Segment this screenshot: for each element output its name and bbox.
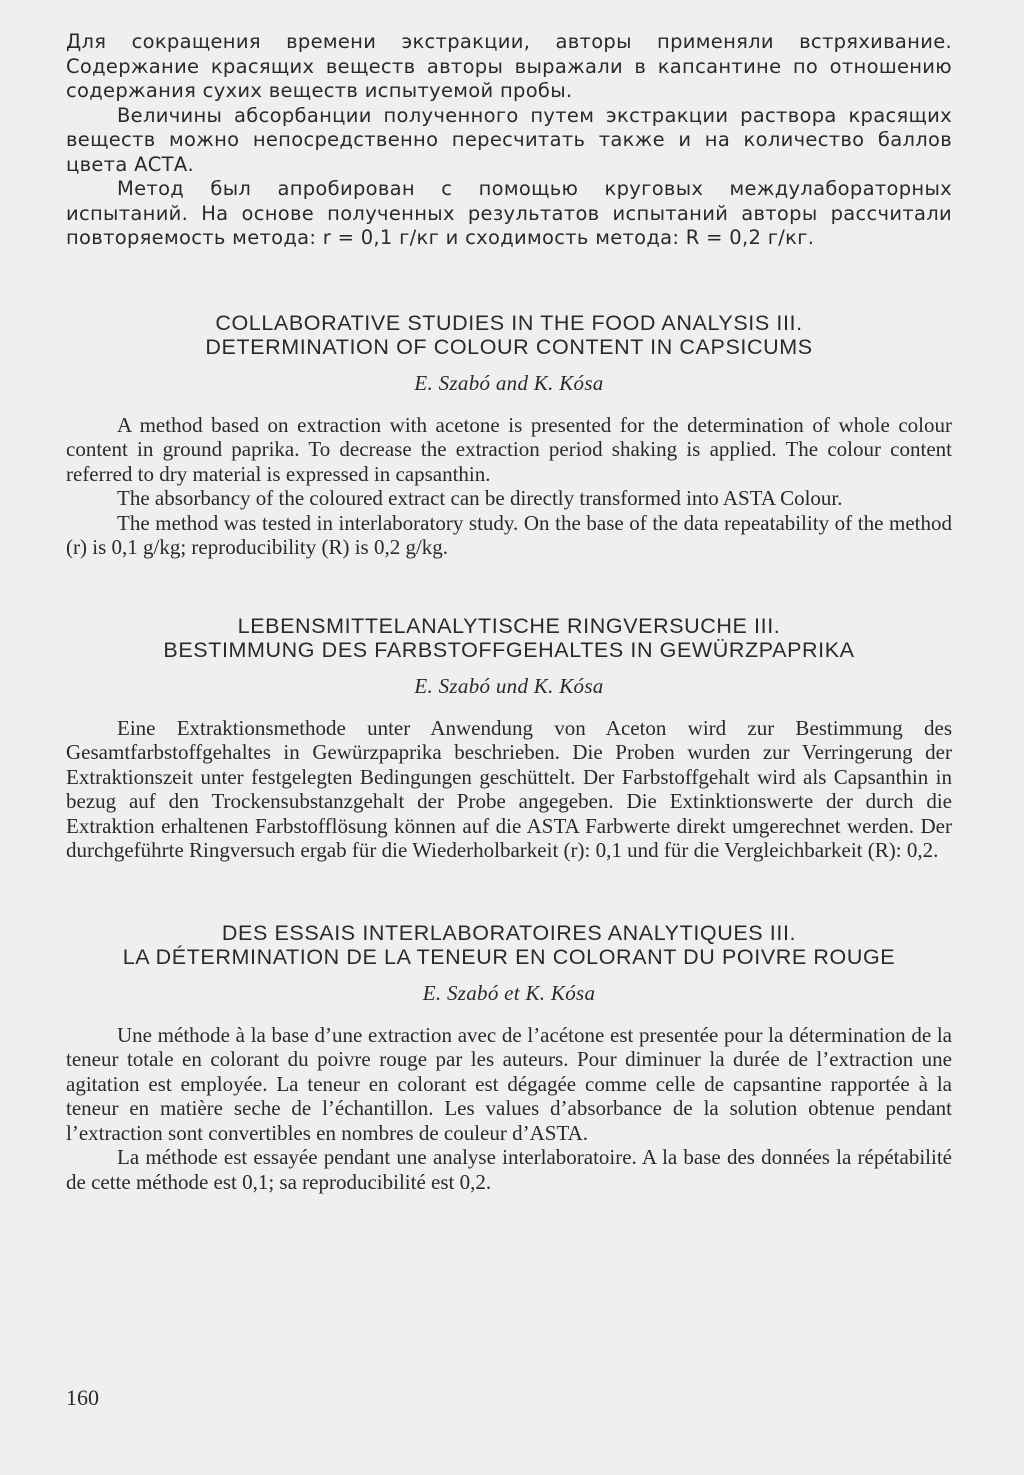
- english-paragraph-1: A method based on extraction with acetone is presented for the determination of whole colour content in ground paprika. To decrease the extraction period shaking is applied. The colour content referred to dry material is expressed in capsanthin.: [66, 412, 952, 486]
- french-body: [66, 1023, 952, 1195]
- french-authors: E. Szabó et K. Kósa: [422, 980, 596, 1005]
- french-paragraph-1: Une méthode à la base d’une extraction avec de l’acétone est presentée pour la détermination de la teneur totale en colorant du poivre rouge par les auteurs. Pour diminuer la durée de l’extraction une agitation est employée. La teneur en colorant est dégagée comme celle de capsantine rapportée à la teneur en matière seche de l’échantillon. Les values d’absorbance de la solution obtenue pendant l’extraction sont convertibles en nombres de couleur d’ASTA.: [66, 1022, 952, 1145]
- page-content: [66, 30, 952, 1194]
- english-paragraph-2: The absorbancy of the coloured extract can be directly transformed into ASTA Colour.: [117, 486, 843, 510]
- russian-paragraph-3: Метод был апробирован с помощью круговых междулабораторных испытаний. На основе полученных результатов испытаний авторы рассчитали повторяемость метода: r = 0,1 г/кг и сходимость метода: R = 0,2 г/кг.: [66, 177, 952, 249]
- english-authors: E. Szabó and K. Kósa: [414, 370, 604, 395]
- german-summary: [66, 614, 952, 863]
- russian-summary: [66, 30, 952, 251]
- german-title-line-2: BESTIMMUNG DES FARBSTOFFGEHALTES IN GEWÜRZPAPRIKA: [163, 637, 855, 662]
- german-paragraph-1: Eine Extraktionsmethode unter Anwendung von Aceton wird zur Bestimmung des Gesamtfarbstoffgehaltes in Gewürzpaprika beschrieben. Die Proben wurden zur Verringerung der Extraktionszeit unter festgelegten Bedingungen geschüttelt. Der Farbstoffgehalt wird als Capsanthin in bezug auf den Trockensubstanzgehalt der Probe angegeben. Die Extinktionswerte der durch die Extraktion erhaltenen Farbstofflösung können auf die ASTA Farbwerte direkt umgerechnet werden. Der durchgeführte Ringversuch ergab für die Wiederholbarkeit (r): 0,1 und für die Vergleichbarkeit (R): 0,2.: [66, 715, 952, 862]
- russian-paragraph-1: Для сокращения времени экстракции, авторы применяли встряхивание. Содержание красящих веществ авторы выражали в капсантине по отношению содержания сухих веществ испытуемой пробы.: [66, 30, 952, 102]
- russian-paragraph-2: Величины абсорбанции полученного путем экстракции раствора красящих веществ можно непосредственно пересчитать также и на количество баллов цвета АСТА.: [66, 103, 952, 176]
- french-title-line-2: LA DÉTERMINATION DE LA TENEUR EN COLORANT DU POIVRE ROUGE: [122, 944, 896, 969]
- german-title-line-1: LEBENSMITTELANALYTISCHE RINGVERSUCHE III.: [237, 613, 781, 638]
- german-authors: E. Szabó und K. Kósa: [414, 673, 604, 698]
- english-paragraph-3: The method was tested in interlaboratory study. On the base of the data repeatability of the method (r) is 0,1 g/kg; reproducibility (R) is 0,2 g/kg.: [66, 510, 952, 559]
- english-title-line-1: COLLABORATIVE STUDIES IN THE FOOD ANALYSIS III.: [215, 310, 803, 335]
- german-body: [66, 716, 952, 863]
- french-paragraph-2: La méthode est essayée pendant une analyse interlaboratoire. A la base des données la répétabilité de cette méthode est 0,1; sa reproducibilité est 0,2.: [66, 1145, 952, 1194]
- french-summary: [66, 921, 952, 1195]
- english-summary: [66, 311, 952, 560]
- page-number: 160: [66, 1385, 99, 1410]
- french-title-line-1: DES ESSAIS INTERLABORATOIRES ANALYTIQUES III.: [221, 920, 797, 945]
- english-title-line-2: DETERMINATION OF COLOUR CONTENT IN CAPSICUMS: [205, 334, 813, 359]
- english-body: [66, 413, 952, 560]
